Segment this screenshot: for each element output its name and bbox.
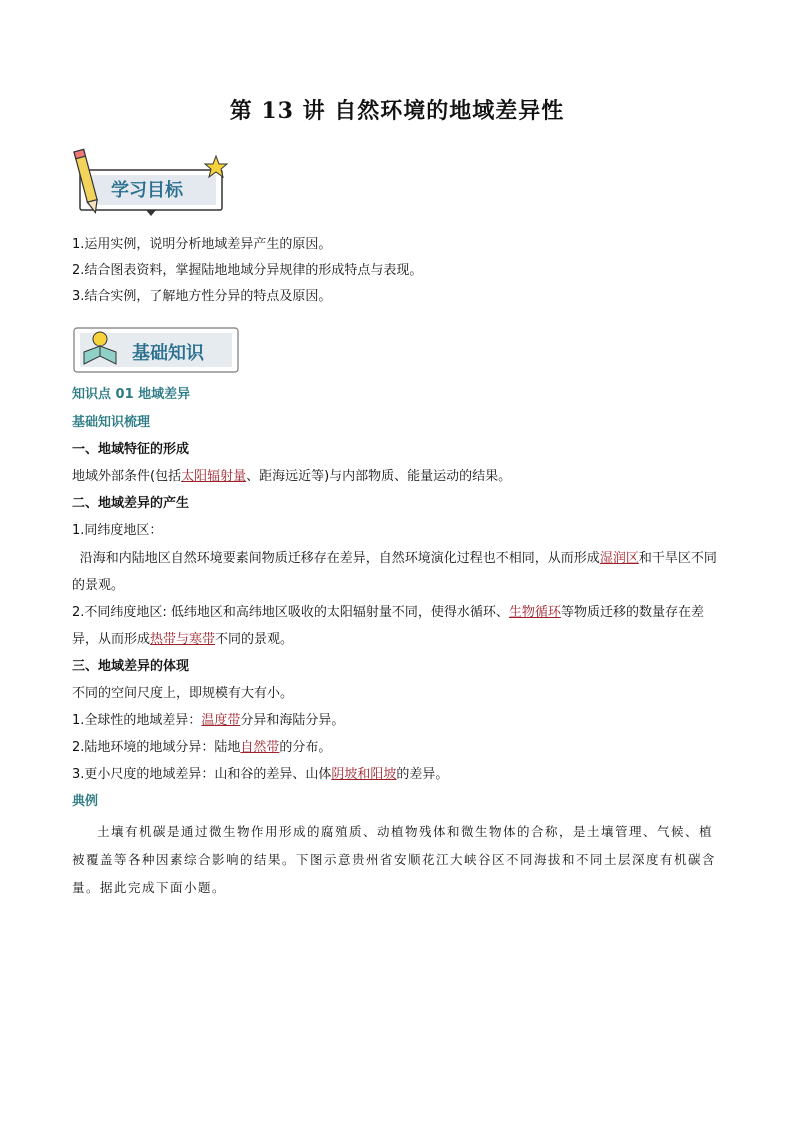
basic-knowledge-badge — [72, 322, 240, 378]
paragraph-6: 2.陆地环境的地域分异：陆地自然带的分布。 — [72, 740, 332, 755]
paragraph-3: 2.不同纬度地区: 低纬地区和高纬地区吸收的太阳辐射量不同，使得水循环、生物循环等物质迁移的数量存在差异，从而形成热带与寒带不同的景观。 — [72, 605, 704, 647]
underlined-term: 阴坡和阳坡 — [331, 767, 397, 782]
learning-goals-badge — [66, 148, 236, 222]
goal-item: 3.结合实例，了解地方性分异的特点及原因。 — [72, 289, 332, 304]
underlined-term: 太阳辐射量 — [181, 469, 247, 484]
underlined-term: 温度带 — [201, 713, 241, 728]
goal-item: 2.结合图表资料，掌握陆地地域分异规律的形成特点与表现。 — [72, 263, 423, 278]
subheading: 基础知识梳理 — [72, 415, 151, 430]
basic-knowledge-label: 基础知识 — [132, 343, 204, 364]
paragraph-2-head: 1.同纬度地区： — [72, 523, 163, 538]
heading-3: 三、地域差异的体现 — [72, 659, 190, 674]
paragraph-1: 地域外部条件(包括太阳辐射量、距海远近等)与内部物质、能量运动的结果。 — [72, 469, 512, 484]
paragraph-2: 沿海和内陆地区自然环境要素间物质迁移存在差异，自然环境演化过程也不相同，从而形成湿润区和干旱区不同的景观。 — [72, 551, 717, 593]
paragraph-7: 3.更小尺度的地域差异：山和谷的差异、山体阴坡和阳坡的差异。 — [72, 767, 449, 782]
example-text: 土壤有机碳是通过微生物作用形成的腐殖质、动植物残体和微生物体的合称，是土壤管理、气候、植被覆盖等各种因素综合影响的结果。下图示意贵州省安顺花江大峡谷区不同海拔和不同土层深度有机碳含量。据此完成下面小题。 — [72, 824, 717, 895]
underlined-term: 热带与寒带 — [150, 632, 216, 647]
example-label: 典例 — [72, 794, 99, 809]
paragraph-4: 不同的空间尺度上，即规模有大有小。 — [72, 686, 294, 701]
knowledge-point-heading: 知识点 01 地域差异 — [72, 387, 191, 402]
page-title: 第 13 讲 自然环境的地域差异性 — [229, 98, 565, 124]
goal-item: 1.运用实例，说明分析地域差异产生的原因。 — [72, 237, 332, 252]
underlined-term: 湿润区 — [599, 551, 639, 566]
paragraph-5: 1.全球性的地域差异：温度带分异和海陆分异。 — [72, 713, 345, 728]
underlined-term: 自然带 — [240, 740, 280, 755]
underlined-term: 生物循环 — [508, 605, 561, 620]
heading-1: 一、地域特征的形成 — [72, 442, 190, 457]
heading-2: 二、地域差异的产生 — [72, 496, 190, 511]
learning-goals-label: 学习目标 — [111, 180, 183, 201]
